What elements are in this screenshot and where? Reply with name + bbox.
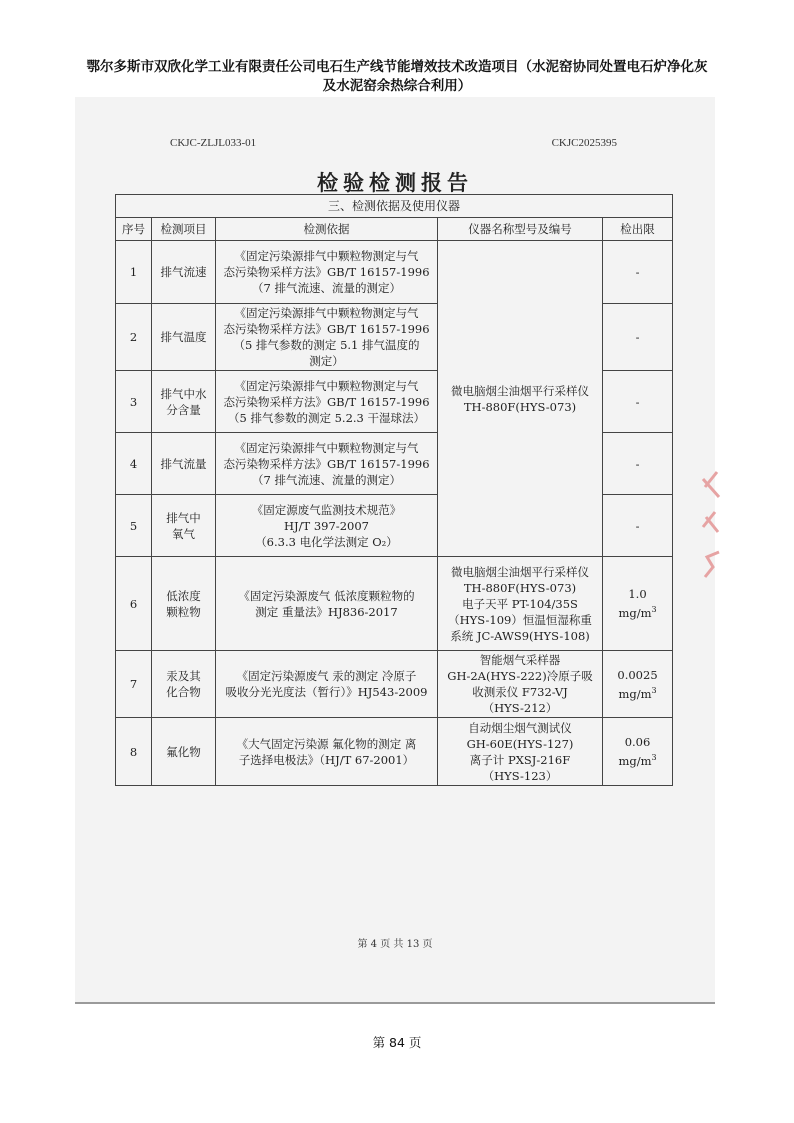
basis-line: 测定 重量法》HJ836-2017 <box>255 604 398 619</box>
cell-basis <box>216 651 438 718</box>
cell-no: 1 <box>116 241 152 304</box>
basis-line: 《固定污染源排气中颗粒物测定与气 <box>234 249 419 263</box>
item-line: 排气中 <box>166 510 201 525</box>
instrument-line: 智能烟气采样器 <box>479 653 561 667</box>
item-line: 氧气 <box>172 526 195 541</box>
cell-item <box>152 718 216 786</box>
col-header-no: 序号 <box>116 218 152 241</box>
instrument-line: GH-2A(HYS-222)冷原子吸 <box>447 669 593 683</box>
table-row <box>116 718 673 786</box>
cell-item <box>152 241 216 304</box>
basis-line: 态污染物采样方法》GB/T 16157-1996 <box>223 322 430 336</box>
basis-line: 《固定污染源排气中颗粒物测定与气 <box>234 306 419 320</box>
table-header-row <box>116 218 673 241</box>
form-code: CKJC-ZLJL033-01 <box>170 137 257 149</box>
basis-line: （5 排气参数的测定 5.2.3 干湿球法） <box>227 410 426 425</box>
cell-limit <box>603 651 673 718</box>
item-line: 颗粒物 <box>166 604 201 619</box>
item-line: 化合物 <box>166 685 201 699</box>
cell-limit <box>603 241 673 304</box>
inner-page-number: 第 4 页 共 13 页 <box>357 939 433 950</box>
limit-line: - <box>635 394 640 409</box>
basis-line: （5 排气参数的测定 5.1 排气温度的 <box>233 338 420 352</box>
col-header-instrument: 仪器名称型号及编号 <box>438 218 603 241</box>
instrument-line: 离子计 PXSJ-216F <box>469 752 571 767</box>
item-line: 排气中水 <box>160 386 207 401</box>
table-row <box>116 651 673 718</box>
cell-item <box>152 433 216 495</box>
cell-basis <box>216 241 438 304</box>
cell-instrument <box>438 651 603 718</box>
item-line: 汞及其 <box>166 669 201 683</box>
col-header-basis: 检测依据 <box>216 218 438 241</box>
document-header <box>0 58 794 96</box>
basis-line: 《固定污染源排气中颗粒物测定与气 <box>234 378 419 393</box>
basis-line: 吸收分光光度法（暂行）》HJ543-2009 <box>225 685 428 699</box>
instrument-line: 自动烟尘烟气测试仪 <box>468 720 572 735</box>
cell-no: 6 <box>116 557 152 651</box>
cell-instrument <box>438 718 603 786</box>
cell-basis <box>216 304 438 371</box>
instrument-line: （HYS-109）恒温恒湿称重 <box>448 612 592 627</box>
cell-basis <box>216 557 438 651</box>
basis-line: 子选择电极法》（HJ/T 67-2001） <box>238 752 415 767</box>
item-line: 低浓度 <box>166 588 201 603</box>
limit-line: 0.06 <box>624 735 651 750</box>
cell-basis <box>216 433 438 495</box>
cell-item <box>152 651 216 718</box>
instrument-line: 电子天平 PT-104/35S <box>462 596 578 611</box>
cell-limit <box>603 718 673 786</box>
col-header-limit: 检出限 <box>603 218 673 241</box>
basis-line: 《大气固定污染源 氟化物的测定 离 <box>236 736 417 751</box>
instrument-line: （HYS-212） <box>482 701 558 715</box>
report-title: 检验检测报告 <box>317 170 473 195</box>
table-row <box>116 241 673 304</box>
basis-line: 态污染物采样方法》GB/T 16157-1996 <box>223 456 430 471</box>
cell-no: 5 <box>116 495 152 557</box>
report-number: CKJC2025395 <box>551 137 617 149</box>
instrument-line: TH-880F(HYS-073) <box>463 399 577 414</box>
cell-basis <box>216 371 438 433</box>
header-line-1: 鄂尔多斯市双欣化学工业有限责任公司电石生产线节能增效技术改造项目（水泥窑协同处置电石炉净化灰 <box>86 59 708 75</box>
cell-basis <box>216 718 438 786</box>
limit-line: 0.0025 <box>617 667 658 682</box>
table-row <box>116 557 673 651</box>
header-line-2: 及水泥窑余热综合利用） <box>322 78 472 94</box>
page-footer: 第 84 页 <box>372 1035 422 1050</box>
item-line: 排气流速 <box>160 265 207 279</box>
item-line: 排气流量 <box>160 456 207 471</box>
basis-line: 态污染物采样方法》GB/T 16157-1996 <box>223 394 430 409</box>
cell-no: 2 <box>116 304 152 371</box>
basis-line: 《固定污染源废气 低浓度颗粒物的 <box>238 588 415 603</box>
cell-instrument-shared <box>438 241 603 557</box>
limit-line: $mg/m^3$ <box>618 685 657 701</box>
cell-item <box>152 495 216 557</box>
instrument-table <box>115 194 673 786</box>
basis-line: （7 排气流速、流量的测定） <box>252 472 401 487</box>
limit-line: - <box>635 456 640 471</box>
cell-basis <box>216 495 438 557</box>
basis-line: 《固定污染源废气 汞的测定 冷原子 <box>236 669 417 683</box>
instrument-line: TH-880F(HYS-073) <box>463 580 577 595</box>
cell-item <box>152 371 216 433</box>
cell-item <box>152 557 216 651</box>
instrument-line: 微电脑烟尘油烟平行采样仪 <box>451 564 589 579</box>
instrument-line: 系统 JC-AWS9(HYS-108) <box>450 628 590 643</box>
scanned-report-page <box>75 97 715 1004</box>
limit-line: 1.0 <box>628 587 647 602</box>
section-title: 三、检测依据及使用仪器 <box>116 195 673 218</box>
cell-no: 8 <box>116 718 152 786</box>
cell-limit <box>603 371 673 433</box>
basis-line: （7 排气流速、流量的测定） <box>252 281 401 295</box>
limit-line: $mg/m^3$ <box>618 605 657 620</box>
basis-line: 《固定污染源排气中颗粒物测定与气 <box>234 440 419 455</box>
col-header-item: 检测项目 <box>152 218 216 241</box>
limit-line: - <box>635 518 640 533</box>
cell-limit <box>603 495 673 557</box>
cell-no: 7 <box>116 651 152 718</box>
cell-no: 4 <box>116 433 152 495</box>
basis-line: 测定） <box>309 354 344 368</box>
cell-item <box>152 304 216 371</box>
limit-line: - <box>635 330 640 344</box>
instrument-line: 微电脑烟尘油烟平行采样仪 <box>451 383 589 398</box>
limit-line: $mg/m^3$ <box>618 753 657 768</box>
cell-instrument <box>438 557 603 651</box>
cell-limit <box>603 304 673 371</box>
cell-limit <box>603 557 673 651</box>
basis-line: 态污染物采样方法》GB/T 16157-1996 <box>223 265 430 279</box>
limit-line: - <box>635 265 640 279</box>
basis-line: （6.3.3 电化学法测定 O₂） <box>255 534 398 549</box>
cell-no: 3 <box>116 371 152 433</box>
basis-line: 《固定源废气监测技术规范》 <box>251 502 402 517</box>
item-line: 氟化物 <box>166 744 201 759</box>
item-line: 分含量 <box>166 402 201 417</box>
instrument-line: 收测汞仪 F732-VJ <box>472 685 568 699</box>
cell-limit <box>603 433 673 495</box>
instrument-line: （HYS-123） <box>482 768 558 783</box>
instrument-line: GH-60E(HYS-127) <box>466 736 574 751</box>
basis-line: HJ/T 397-2007 <box>284 518 369 533</box>
item-line: 排气温度 <box>160 330 207 344</box>
seal-stamp-fragment <box>697 467 723 597</box>
